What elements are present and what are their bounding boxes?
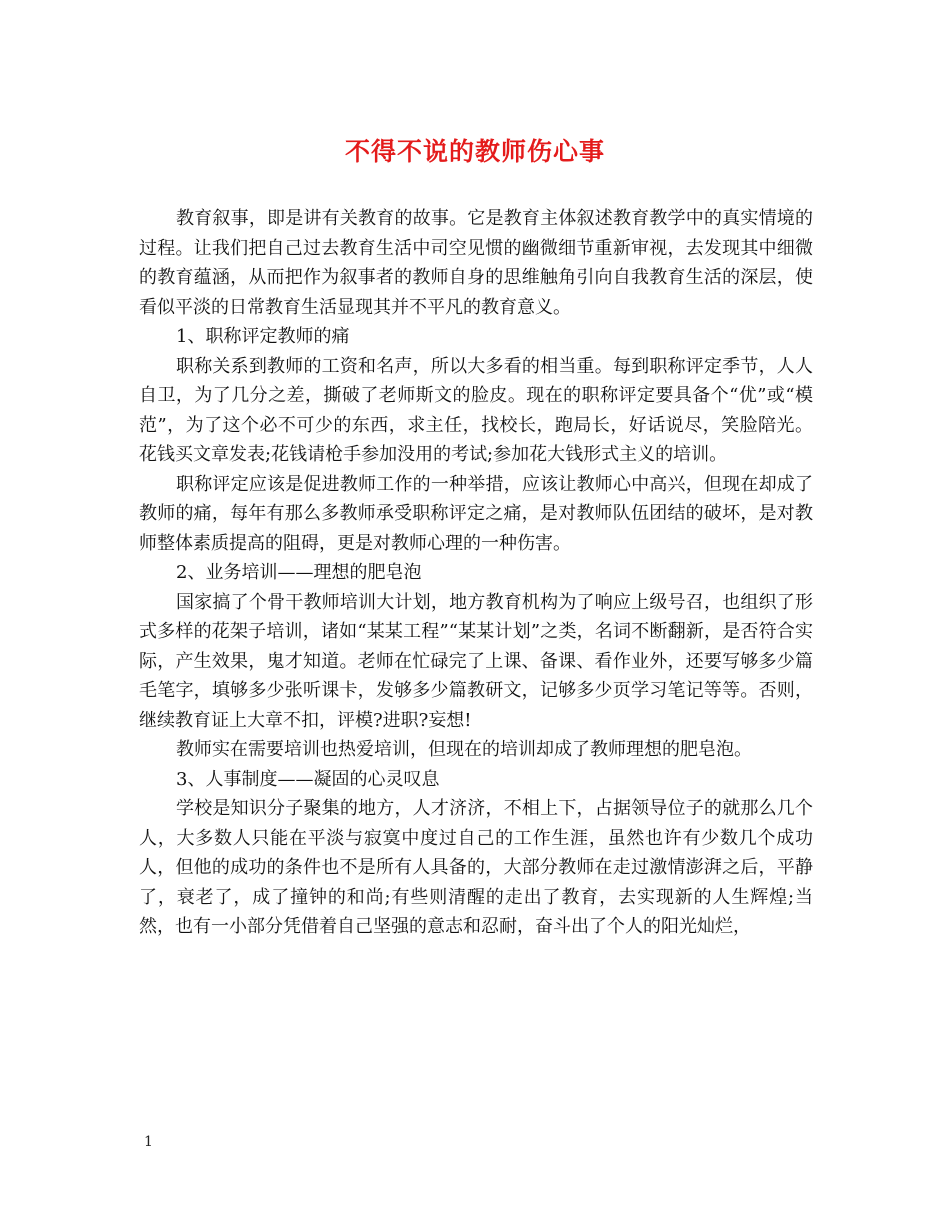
section-heading: 1、职称评定教师的痛 — [176, 326, 350, 347]
section-heading: 3、人事制度——凝固的心灵叹息 — [176, 768, 440, 790]
body-paragraph: 国家搞了个骨干教师培训大计划，地方教育机构为了响应上级号召，也组织了形式多样的花架子培训，诸如“某某工程”“某某计划”之类，名词不断翻新，是否符合实际，产生效果，鬼才知道。老师在忙碌完了上课、备课、看作业外，还要写够多少篇毛笔字，填够多少张听课卡，发够多少篇教研文，记够多少页学习笔记等等。否则，继续教育证上大章不扣，评模?进职?妄想! — [139, 591, 813, 731]
document-body — [139, 204, 813, 942]
body-paragraph: 学校是知识分子聚集的地方，人才济济，不相上下，占据领导位子的就那么几个人，大多数人只能在平淡与寂寞中度过自己的工作生涯，虽然也许有少数几个成功人，但他的成功的条件也不是所有人具备的，大部分教师在走过激情澎湃之后，平静了，衰老了，成了撞钟的和尚;有些则清醒的走出了教育，去实现新的人生辉煌;当然，也有一小部分凭借着自己坚强的意志和忍耐，奋斗出了个人的阳光灿烂， — [139, 798, 813, 937]
section-heading: 2、业务培训——理想的肥皂泡 — [176, 562, 422, 583]
document-title: 不得不说的教师伤心事 — [344, 137, 605, 166]
intro-paragraph: 教育叙事，即是讲有关教育的故事。它是教育主体叙述教育教学中的真实情境的过程。让我们把自己过去教育生活中司空见惯的幽微细节重新审视，去发现其中细微的教育蕴涵，从而把作为叙事者的教师自身的思维触角引向自我教育生活的深层，使看似平淡的日常教育生活显现其并不平凡的教育意义。 — [139, 208, 813, 318]
page-number: 1 — [144, 1134, 153, 1150]
body-paragraph: 职称关系到教师的工资和名声，所以大多看的相当重。每到职称评定季节，人人自卫，为了几分之差，撕破了老师斯文的脸皮。现在的职称评定要具备个“优”或“模范”，为了这个必不可少的东西，求主任，找校长，跑局长，好话说尽，笑脸陪光。花钱买文章发表;花钱请枪手参加没用的考试;参加花大钱形式主义的培训。 — [139, 355, 813, 465]
body-paragraph: 教师实在需要培训也热爱培训，但现在的培训却成了教师理想的肥皂泡。 — [176, 739, 752, 760]
body-paragraph: 职称评定应该是促进教师工作的一种举措，应该让教师心中高兴，但现在却成了教师的痛，每年有那么多教师承受职称评定之痛，是对教师队伍团结的破坏，是对教师整体素质提高的阻碍，更是对教师心理的一种伤害。 — [139, 473, 813, 554]
